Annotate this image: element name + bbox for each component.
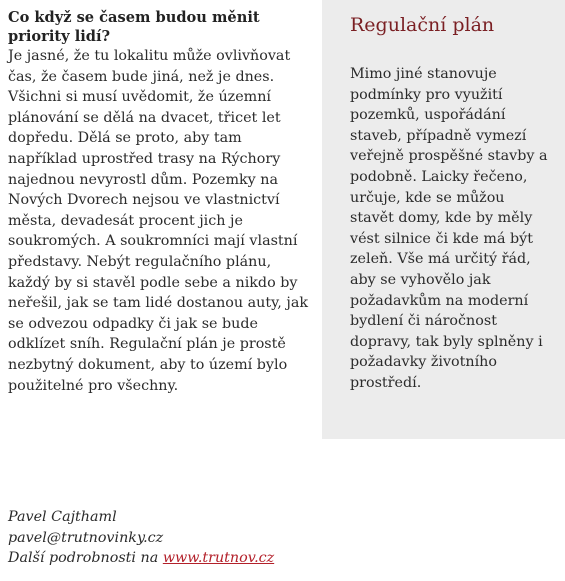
- trutnov-link[interactable]: www.trutnov.cz: [162, 550, 275, 567]
- author-name: Pavel Cajthaml: [8, 509, 117, 525]
- article-body: Je jasné, že tu lokalitu může ovlivňovat čas, že časem bude jiná, než je dnes. Všichni si musí uvědomit, že územní plánování se dělá na dvacet, třicet let dopředu. Dělá se proto, aby tam například uprostřed trasy na Rýchory najednou nevyrostl dům. Pozemky na Nových Dvorech nejsou ve vlastnictví města, devadesát procent jich je soukromých. A soukromníci mají vlastní představy. Nebýt regulačního plánu, každý by si stavěl podle sebe a nikdo by neřešil, jak se tam lidé dostanou auty, jak se odvezou odpadky či jak se bude odklízet sníh. Regulační plán je prostě nezbytný dokument, aby to území bylo použitelné pro všechny.: [8, 48, 309, 394]
- article-heading: Co když se časem budou měnit priority lidí?: [8, 9, 260, 45]
- article-signature: [8, 507, 308, 569]
- more-info-line: [8, 548, 308, 569]
- sidebar-body: Mimo jiné stanovuje podmínky pro využití pozemků, uspořádání staveb, případně vymezí veřejně prospěšné stavby a podobně. Laicky řečeno, určuje, kde se můžou stavět domy, kde by měly vést silnice či kde má být zeleň. Vše má určitý řád, aby se vyhovělo jak požadavkům na moderní bydlení či náročnost dopravy, tak byly splněny i požadavky životního prostředí.: [350, 66, 548, 391]
- article-column: [8, 8, 308, 396]
- more-info-prefix: Další podrobnosti na: [8, 550, 163, 567]
- sidebar-box: [322, 0, 565, 439]
- sidebar-title: Regulační plán: [350, 14, 495, 36]
- author-email: pavel@trutnovinky.cz: [8, 529, 164, 546]
